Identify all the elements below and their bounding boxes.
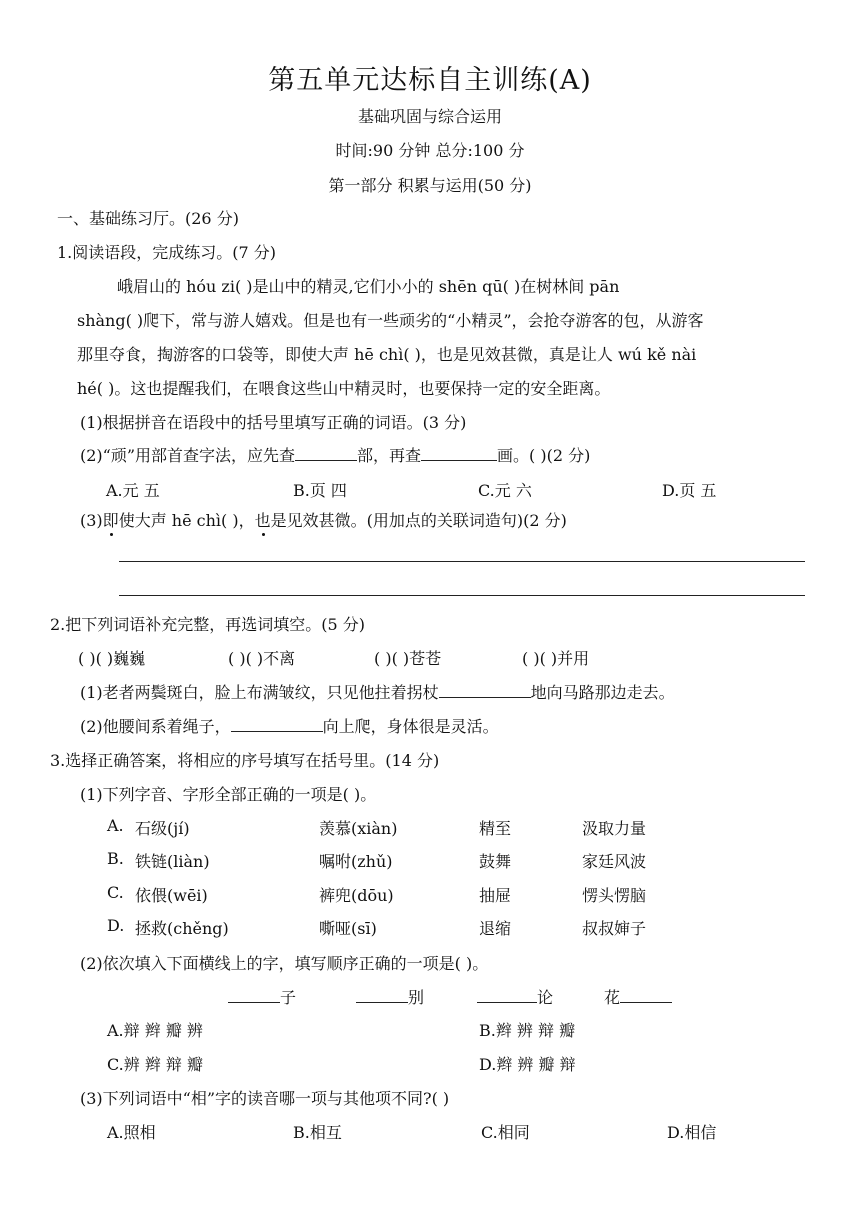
fill-char: 花 — [604, 988, 621, 1007]
time-score-info: 时间:90 分钟 总分:100 分 — [335, 141, 525, 160]
answer-line-1[interactable] — [119, 561, 805, 562]
emphasis-char-ye: 也 — [254, 511, 271, 530]
fill-blank-3 — [477, 985, 553, 1008]
question-3-sub-3: (3)下列词语中“相”字的读音哪一项与其他项不同?( ) — [80, 1089, 450, 1108]
sub-3-text-a: (3) — [80, 511, 103, 530]
choice-word: 石级(jí) — [135, 819, 190, 838]
idiom-2: ( )( )不离 — [228, 649, 296, 668]
choice-word: 汲取力量 — [582, 819, 647, 838]
passage-line-4: hé( )。这也提醒我们，在喂食这些山中精灵时，也要保持一定的安全距离。 — [77, 379, 611, 398]
fill-blank-1 — [228, 985, 296, 1008]
idiom-3: ( )( )苍苍 — [374, 649, 442, 668]
choice-word: 叔叔婶子 — [582, 919, 647, 938]
sub-2-text-a: (2)“顽”用部首查字法，应先查 — [80, 446, 296, 465]
choice-word: 退缩 — [479, 919, 512, 938]
question-3-sub-1: (1)下列字音、字形全部正确的一项是( )。 — [80, 785, 377, 804]
passage-line-3: 那里夺食，掏游客的口袋等，即使大声 hē chì( )，也是见效甚微，真是让人 wú kě nài — [77, 345, 697, 364]
page-subtitle: 基础巩固与综合运用 — [357, 107, 502, 126]
sentence-2-text-b: 向上爬，身体很是灵活。 — [322, 717, 499, 736]
fill-char: 论 — [537, 988, 554, 1007]
fill-blank-2 — [356, 985, 424, 1008]
answer-blank[interactable] — [295, 446, 357, 461]
option-c: C.相同 — [481, 1123, 530, 1142]
choice-word: 愣头愣脑 — [582, 886, 647, 905]
sentence-1-text-a: (1)老者两鬓斑白，脸上布满皱纹，只见他拄着拐杖 — [80, 683, 439, 702]
answer-blank[interactable] — [620, 988, 672, 1003]
option-d: D.页 五 — [662, 481, 717, 500]
part-heading: 第一部分 积累与运用(50 分) — [328, 176, 532, 195]
fill-char: 子 — [280, 988, 297, 1007]
question-1-sub-1: (1)根据拼音在语段中的括号里填写正确的词语。(3 分) — [80, 413, 467, 432]
option-b: B.相互 — [293, 1123, 342, 1142]
sub-2-text-c: 画。( )(2 分) — [497, 446, 591, 465]
choice-word: 抽屉 — [479, 886, 512, 905]
choice-word: 裤兜(dōu) — [319, 886, 394, 905]
question-1-sub-3 — [80, 508, 567, 531]
choice-word: 羡慕(xiàn) — [319, 819, 398, 838]
option-a: A.辩 辫 瓣 辨 — [107, 1021, 203, 1040]
question-2-heading: 2.把下列词语补充完整，再选词填空。(5 分) — [50, 615, 366, 634]
emphasis-char-ji: 即 — [102, 511, 119, 530]
choice-label: B. — [107, 849, 124, 868]
choice-word: 拯救(chěng) — [135, 919, 229, 938]
section-heading: 一、基础练习厅。(26 分) — [57, 209, 239, 228]
answer-line-2[interactable] — [119, 595, 805, 596]
question-2-sentence-1 — [80, 680, 675, 703]
sentence-2-text-a: (2)他腰间系着绳子， — [80, 717, 231, 736]
passage-line-1: 峨眉山的 hóu zi( )是山中的精灵,它们小小的 shēn qū( )在树林间 pān — [117, 277, 620, 296]
question-1-heading: 1.阅读语段，完成练习。(7 分) — [57, 243, 277, 262]
answer-blank[interactable] — [439, 683, 531, 698]
idiom-1: ( )( )巍巍 — [78, 649, 146, 668]
question-2-sentence-2 — [80, 714, 499, 737]
question-3-sub-2: (2)依次填入下面横线上的字，填写顺序正确的一项是( )。 — [80, 954, 489, 973]
page-title: 第五单元达标自主训练(A) — [268, 65, 592, 96]
choice-word: 铁链(liàn) — [135, 852, 210, 871]
sub-2-text-b: 部，再查 — [357, 446, 422, 465]
choice-word: 鼓舞 — [479, 852, 512, 871]
answer-blank[interactable] — [356, 988, 408, 1003]
choice-word: 嘶哑(sī) — [319, 919, 377, 938]
fill-blank-4 — [604, 985, 672, 1008]
choice-label: C. — [107, 883, 124, 902]
choice-word: 嘱咐(zhǔ) — [319, 852, 393, 871]
answer-blank[interactable] — [231, 717, 323, 732]
question-1-sub-2 — [80, 443, 590, 466]
sub-3-text-b: 使大声 hē chì( )， — [118, 511, 255, 530]
choice-word: 精至 — [479, 819, 512, 838]
fill-char: 别 — [408, 988, 425, 1007]
sub-3-text-c: 是见效甚微。(用加点的关联词造句)(2 分) — [270, 511, 567, 530]
option-d: D.辫 辨 瓣 辩 — [479, 1055, 576, 1074]
option-a: A.照相 — [107, 1123, 156, 1142]
option-a: A.元 五 — [106, 481, 160, 500]
sentence-1-text-b: 地向马路那边走去。 — [530, 683, 675, 702]
passage-line-2: shàng( )爬下，常与游人嬉戏。但是也有一些顽劣的“小精灵”，会抢夺游客的包，从游客 — [77, 311, 704, 330]
option-d: D.相信 — [667, 1123, 717, 1142]
choice-label: A. — [107, 816, 124, 835]
idiom-4: ( )( )并用 — [522, 649, 590, 668]
answer-blank[interactable] — [477, 988, 537, 1003]
question-3-heading: 3.选择正确答案，将相应的序号填写在括号里。(14 分) — [50, 751, 440, 770]
choice-word: 依偎(wēi) — [135, 886, 208, 905]
choice-word: 家廷风波 — [582, 852, 647, 871]
choice-label: D. — [107, 916, 125, 935]
option-b: B.页 四 — [293, 481, 347, 500]
option-b: B.辫 辨 辩 瓣 — [479, 1021, 576, 1040]
option-c: C.元 六 — [478, 481, 532, 500]
answer-blank[interactable] — [421, 446, 497, 461]
option-c: C.辨 辫 辩 瓣 — [107, 1055, 204, 1074]
answer-blank[interactable] — [228, 988, 280, 1003]
